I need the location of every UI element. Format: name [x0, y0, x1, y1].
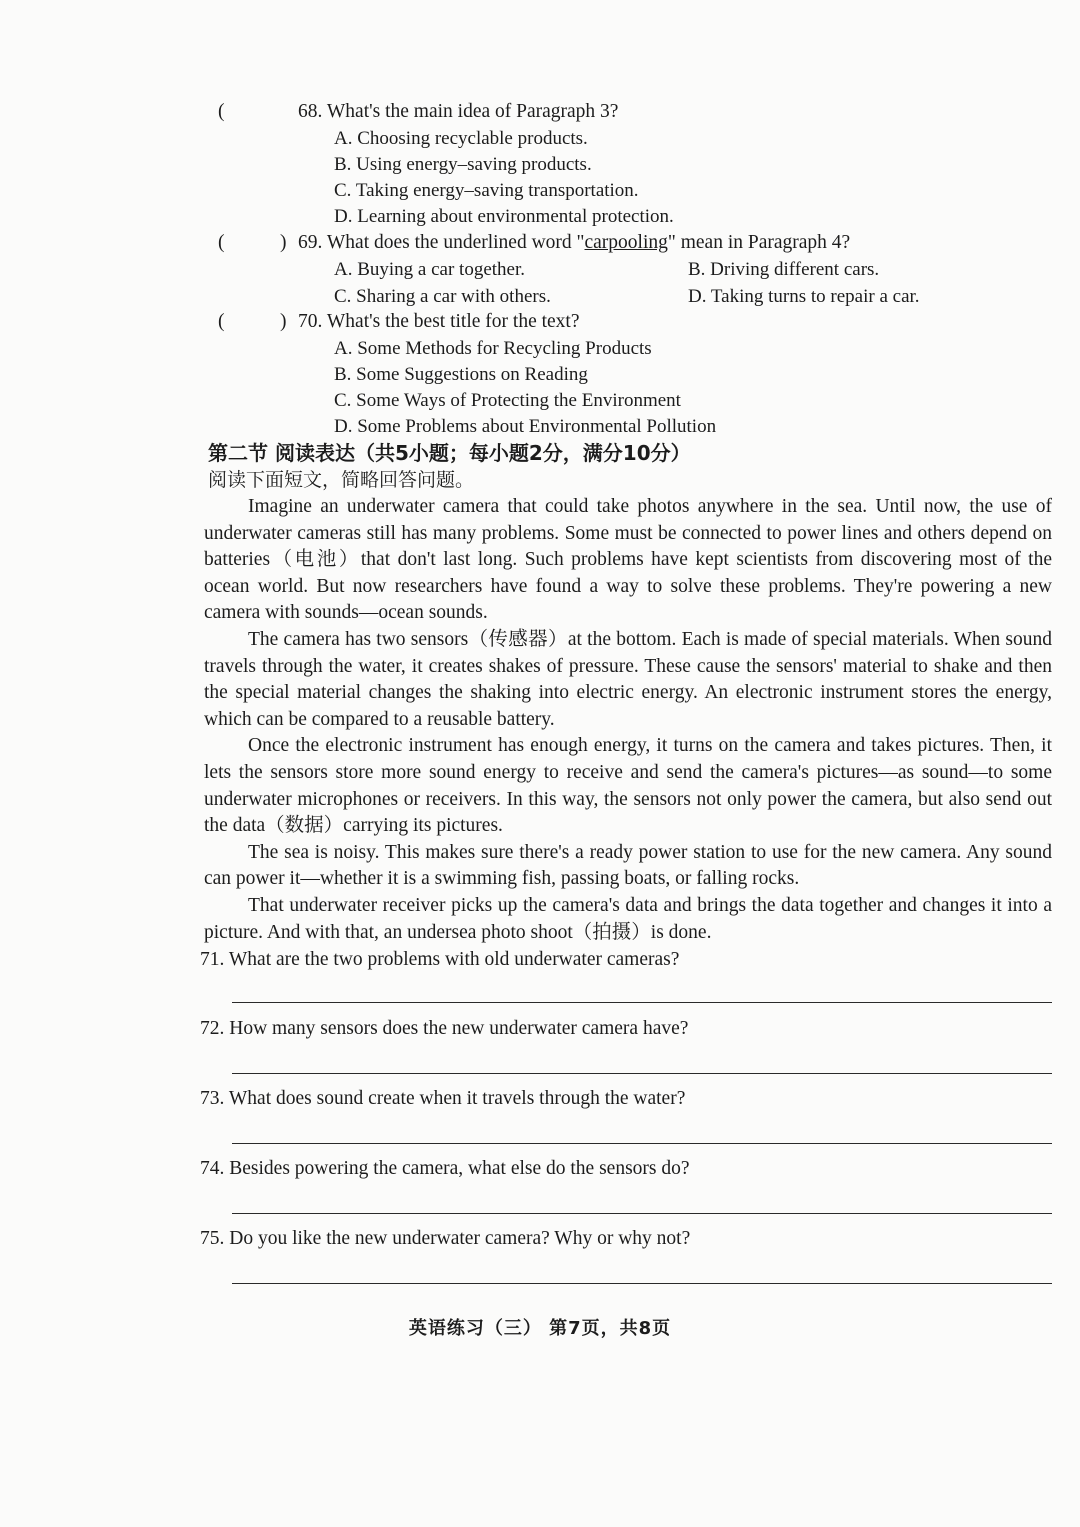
underlined-word: carpooling [584, 232, 668, 253]
passage-paragraph-2: The camera has two sensors（传感器）at the bottom. Each is made of special materials. When sound travels through the water, it creates shakes of pressure. These cause the sensors' material to shake and then the special material changes the shaking into electric energy. An electronic instrument stores the energy, which can be compared to a reusable battery. [204, 628, 1052, 730]
option-70-c: C. Some Ways of Protecting the Environment [334, 390, 681, 411]
passage-paragraph-5: That underwater receiver picks up the camera's data and brings the data together and changes it into a picture. And with that, an undersea photo shoot（拍摄）is done. [204, 894, 1052, 943]
option-69-a: A. Buying a car together. [334, 259, 526, 280]
option-69-b: B. Driving different cars. [688, 259, 880, 280]
page-footer: 英语练习（三） 第7页，共8页 [408, 1318, 672, 1339]
passage-paragraph-1: Imagine an underwater camera that could take photos anywhere in the sea. Until now, the use of underwater cameras still has many problems. Some must be connected to power lines and others depend on batteries（电池）that don't last long. Such problems have kept scientists from discovering most of the ocean world. But now researchers have found a way to solve these problems. They're powering a new camera with sounds—ocean sounds. [204, 496, 1052, 624]
question-74: 74. Besides powering the camera, what else do the sensors do? [200, 1158, 690, 1179]
option-68-c: C. Taking energy–saving transportation. [334, 180, 639, 201]
answer-paren-open: ( [218, 101, 225, 122]
option-70-a: A. Some Methods for Recycling Products [334, 338, 652, 359]
section-heading: 第二节 阅读表达（共5小题；每小题2分，满分10分） [208, 441, 691, 465]
answer-paren-open: ( [218, 232, 225, 253]
answer-paren-close: ) [280, 311, 287, 332]
question-text: 68. What's the main idea of Paragraph 3? [298, 101, 619, 122]
answer-paren-open: ( [218, 311, 225, 332]
passage-paragraph-3: Once the electronic instrument has enough energy, it turns on the camera and takes pictures. Then, it lets the sensors store more sound energy to receive and send the camera's pictures—as sound—to some underwater microphones or receivers. In this way, the sensors not only power the camera, but also send out the data（数据）carrying its pictures. [204, 735, 1052, 837]
reading-passage [204, 494, 1052, 946]
option-68-a: A. Choosing recyclable products. [334, 128, 588, 149]
answer-line-74[interactable] [232, 1213, 1052, 1214]
answer-paren-close: ) [280, 232, 287, 253]
answer-line-75[interactable] [232, 1283, 1052, 1284]
option-68-b: B. Using energy–saving products. [334, 154, 592, 175]
answer-line-71[interactable] [232, 1002, 1052, 1003]
option-69-c: C. Sharing a car with others. [334, 286, 551, 307]
option-70-b: B. Some Suggestions on Reading [334, 364, 588, 385]
answer-line-73[interactable] [232, 1143, 1052, 1144]
section-instruction: 阅读下面短文，简略回答问题。 [208, 469, 475, 491]
question-72: 72. How many sensors does the new underwater camera have? [200, 1018, 689, 1039]
question-75: 75. Do you like the new underwater camera? Why or why not? [200, 1228, 691, 1249]
question-71: 71. What are the two problems with old underwater cameras? [200, 949, 680, 970]
option-69-d: D. Taking turns to repair a car. [688, 286, 920, 307]
passage-paragraph-4: The sea is noisy. This makes sure there's a ready power station to use for the new camera. Any sound can power it—whether it is a swimming fish, passing boats, or falling rocks. [204, 841, 1052, 890]
option-68-d: D. Learning about environmental protection. [334, 206, 674, 227]
answer-line-72[interactable] [232, 1073, 1052, 1074]
option-70-d: D. Some Problems about Environmental Pollution [334, 416, 717, 437]
question-73: 73. What does sound create when it travels through the water? [200, 1088, 686, 1109]
question-text: 70. What's the best title for the text? [298, 311, 580, 332]
question-text: 69. What does the underlined word "carpooling" mean in Paragraph 4? [298, 232, 851, 253]
